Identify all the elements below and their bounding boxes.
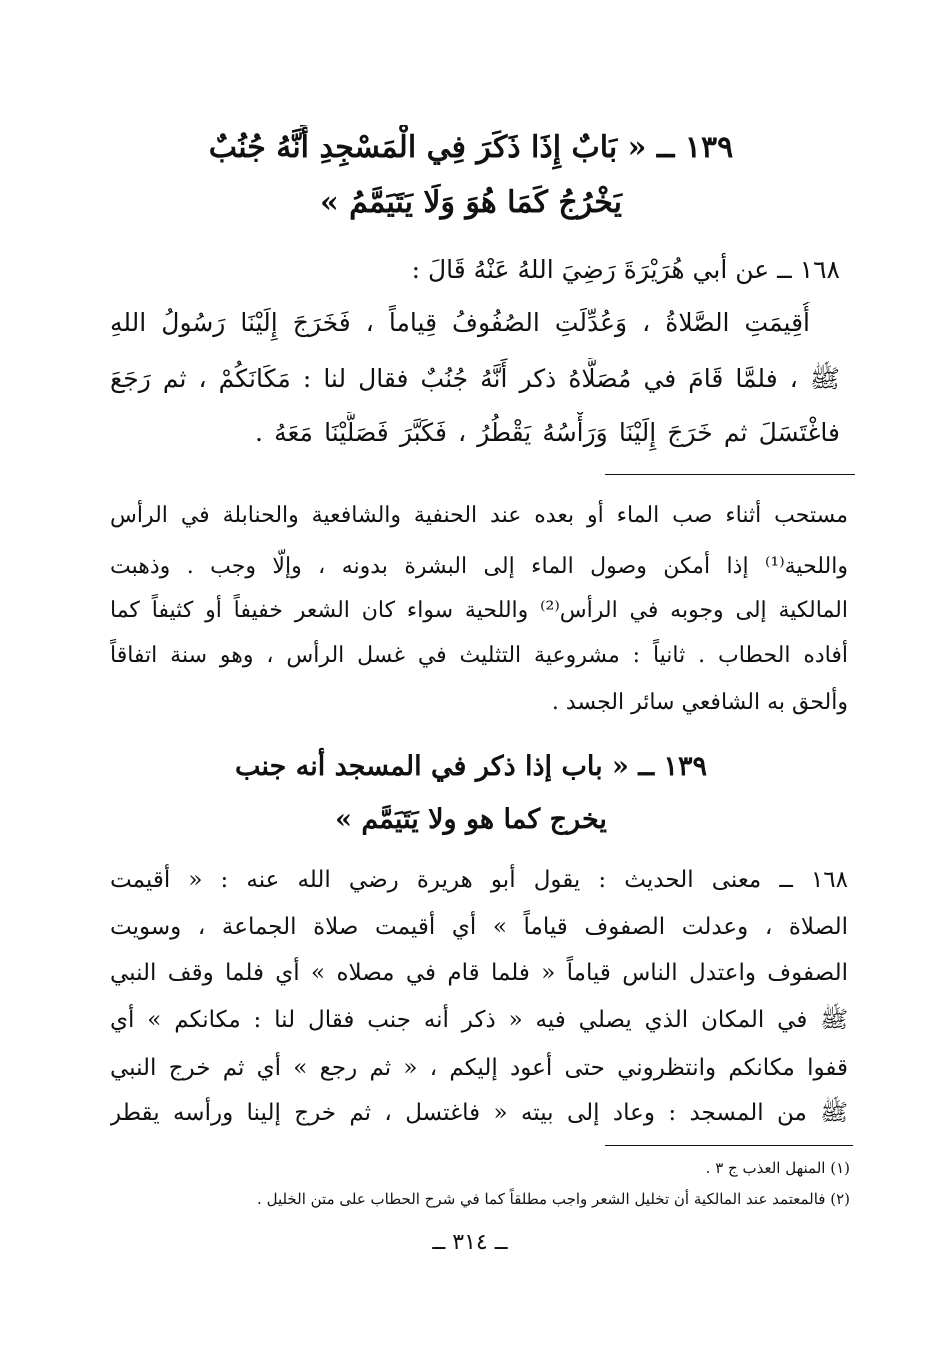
footnote-2: (٢) فالمعتمد عند المالكية أن تخليل الشعر واجب مطلقاً كما في شرح الحطاب على متن الخليل . xyxy=(257,1190,850,1208)
commentary-line-1: مستحب أثناء صب الماء أو بعده عند الحنفية والشافعية والحنابلة في الرأس xyxy=(110,503,848,528)
explanation-line-6: ﷺ من المسجد : وعاد إلى بيته « فاغتسل ، ثم خرج إلينا ورأسه يقطر xyxy=(110,1100,848,1126)
matn-chapter-title-line-1: ١٣٩ ــ « بَابٌ إِذَا ذَكَرَ فِي الْمَسْجِدِ أَنَّهُ جُنُبٌ xyxy=(208,130,734,165)
explanation-line-4: ﷺ في المكان الذي يصلي فيه « ذكر أنه جنب فقال لنا : مكانكم » أي xyxy=(110,1007,848,1033)
commentary-line-5: وألحق به الشافعي سائر الجسد . xyxy=(551,690,848,715)
explanation-line-5: قفوا مكانكم وانتظروني حتى أعود إليكم ، « ثم رجع » أي ثم خرج النبي xyxy=(110,1055,848,1081)
matn-separator-rule xyxy=(605,474,855,475)
hadith-line-4: فاغْتَسَلَ ثم خَرَجَ إِلَيْنَا وَرَأْسُهُ يَقْطُرُ ، فَكَبَّرَ فَصَلَّيْنَا مَعَهُ . xyxy=(255,418,840,447)
hadith-line-2: أُقِيمَتِ الصَّلاةُ ، وَعُدِّلَتِ الصُفُوفُ قِياماً ، فَخَرَجَ إِلَيْنَا رَسُولُ اللهِ xyxy=(110,308,810,337)
commentary-chapter-title-line-2: يخرج كما هو ولا يَتَيَمَّم » xyxy=(335,804,607,835)
commentary-line-2: واللحية⁽¹⁾ إذا أمكن وصول الماء إلى البشرة بدونه ، وإلّا وجب . وذهبت xyxy=(110,554,848,579)
explanation-line-3: الصفوف واعتدل الناس قياماً « فلما قام في مصلاه » أي فلما وقف النبي xyxy=(110,960,848,986)
matn-chapter-title-line-2: يَخْرُجُ كَمَا هُوَ وَلَا يَتَيَمَّمُ » xyxy=(319,185,623,220)
footnote-separator-rule xyxy=(605,1145,853,1146)
commentary-line-3: المالكية إلى وجوبه في الرأس⁽²⁾ واللحية سواء كان الشعر خفيفاً أو كثيفاً كما xyxy=(110,598,848,623)
hadith-line-1: ١٦٨ ــ عن أبي هُرَيْرَةَ رَضِيَ اللهُ عَنْهُ قَالَ : xyxy=(411,255,840,284)
commentary-line-4: أفاده الحطاب . ثانياً : مشروعية التثليث في غسل الرأس ، وهو سنة اتفاقاً xyxy=(110,643,848,668)
page-number: ــ ٣١٤ ــ xyxy=(432,1230,508,1255)
hadith-line-3: ﷺ ، فلمَّا قَامَ في مُصَلَّاهُ ذكر أَنَّهُ جُنُبٌ فقال لنا : مَكَانَكُمْ ، ثم رَجَعَ xyxy=(110,364,840,393)
commentary-chapter-title-line-1: ١٣٩ ــ « باب إذا ذكر في المسجد أنه جنب xyxy=(234,751,708,782)
explanation-line-1: ١٦٨ ــ معنى الحديث : يقول أبو هريرة رضي الله عنه : « أقيمت xyxy=(110,867,848,893)
footnote-1: (١) المنهل العذب ج ٣ . xyxy=(705,1159,850,1177)
explanation-line-2: الصلاة ، وعدلت الصفوف قياماً » أي أقيمت صلاة الجماعة ، وسويت xyxy=(110,914,848,940)
